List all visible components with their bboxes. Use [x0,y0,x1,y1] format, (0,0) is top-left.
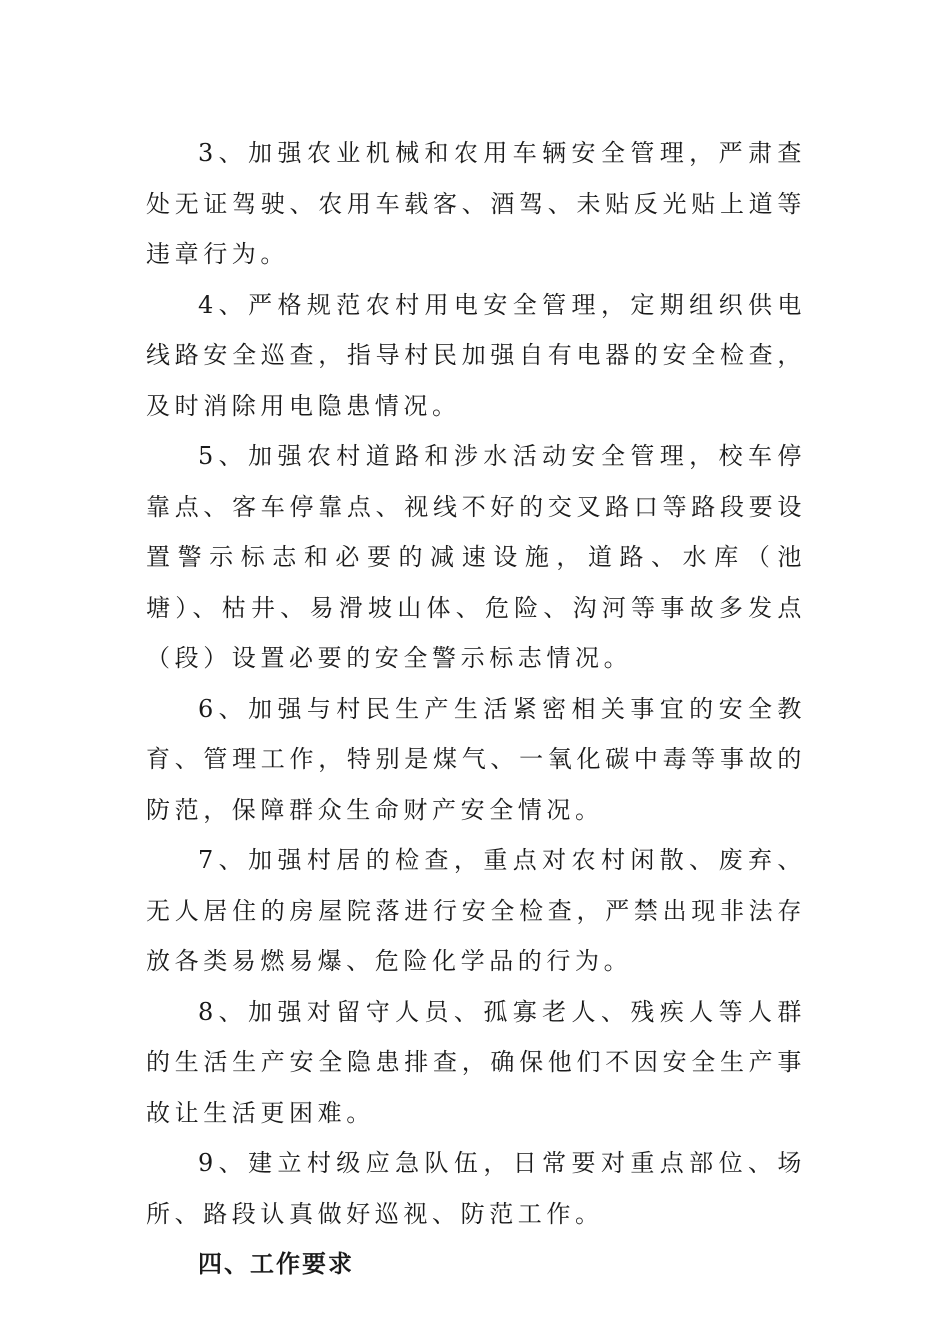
paragraph-item-6: 6、加强与村民生产生活紧密相关事宜的安全教育、管理工作，特别是煤气、一氧化碳中毒等事故的防范，保障群众生命财产安全情况。 [146,694,806,824]
paragraph-item-5: 5、加强农村道路和涉水活动安全管理，校车停靠点、客车停靠点、视线不好的交叉路口等路段要设置警示标志和必要的减速设施，道路、水库（池塘）、枯井、易滑坡山体、危险、沟河等事故多发点（段）设置必要的安全警示标志情况。 [146,442,806,672]
paragraph-item-9: 9、建立村级应急队伍，日常要对重点部位、场所、路段认真做好巡视、防范工作。 [146,1149,806,1228]
paragraph-item-7: 7、加强村居的检查，重点对农村闲散、废弃、无人居住的房屋院落进行安全检查，严禁出现非法存放各类易燃易爆、危险化学品的行为。 [146,846,806,975]
paragraph-item-4: 4、严格规范农村用电安全管理，定期组织供电线路安全巡查，指导村民加强自有电器的安全检查，及时消除用电隐患情况。 [146,290,806,420]
paragraph-item-3: 3、加强农业机械和农用车辆安全管理，严肃查处无证驾驶、农用车载客、酒驾、未贴反光贴上道等违章行为。 [146,139,806,268]
paragraph-item-8: 8、加强对留守人员、孤寡老人、残疾人等人群的生活生产安全隐患排查，确保他们不因安全生产事故让生活更困难。 [146,997,806,1127]
document-page [146,128,806,1290]
section-heading: 四、工作要求 [198,1250,354,1278]
